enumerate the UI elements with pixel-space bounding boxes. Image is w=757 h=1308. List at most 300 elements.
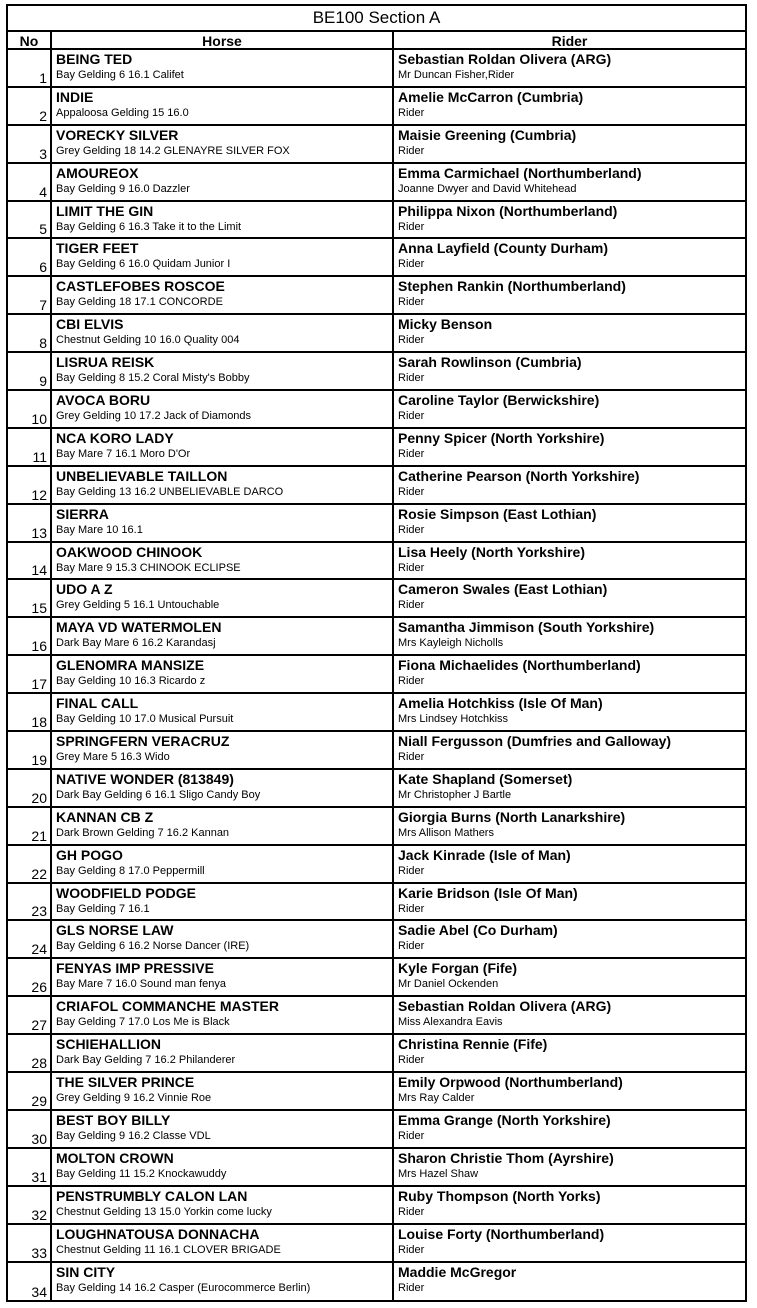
rider-name: Sadie Abel (Co Durham)	[398, 922, 558, 939]
entry-number: 1	[39, 69, 47, 86]
owner-name: Rider	[398, 561, 425, 574]
table-row	[8, 239, 745, 277]
horse-name: GLENOMRA MANSIZE	[56, 657, 205, 674]
rider-cell	[394, 618, 745, 654]
owner-name: Rider	[398, 106, 425, 119]
horse-details: Bay Gelding 8 17.0 Peppermill	[56, 864, 205, 877]
rider-cell	[394, 846, 745, 882]
horse-cell	[52, 846, 394, 882]
horse-cell	[52, 959, 394, 995]
rider-cell	[394, 1263, 745, 1301]
entry-number-cell	[8, 505, 52, 541]
horse-details: Dark Bay Mare 6 16.2 Karandasj	[56, 637, 216, 650]
header-rider: Rider	[551, 33, 588, 48]
owner-name: Mrs Lindsey Hotchkiss	[398, 713, 509, 726]
rider-name: Maisie Greening (Cumbria)	[398, 126, 577, 143]
table-row	[8, 1225, 745, 1263]
owner-name: Mr Daniel Ockenden	[398, 978, 499, 991]
horse-details: Bay Mare 7 16.1 Moro D'Or	[56, 447, 191, 460]
entry-number-cell	[8, 921, 52, 957]
owner-name: Mr Christopher J Bartle	[398, 788, 512, 801]
horse-cell	[52, 126, 394, 162]
horse-name: CRIAFOL COMMANCHE MASTER	[56, 998, 279, 1015]
rider-name: Louise Forty (Northumberland)	[398, 1225, 605, 1242]
owner-name: Rider	[398, 864, 425, 877]
entry-number-cell	[8, 656, 52, 692]
rider-cell	[394, 656, 745, 692]
rider-name: Christina Rennie (Fife)	[398, 1036, 548, 1053]
rider-name: Sharon Christie Thom (Ayrshire)	[398, 1149, 614, 1166]
rider-cell	[394, 884, 745, 920]
entry-number: 20	[31, 789, 47, 806]
rider-name: Kyle Forgan (Fife)	[398, 960, 518, 977]
table-row	[8, 1187, 745, 1225]
entry-number-cell	[8, 997, 52, 1033]
table-row	[8, 1111, 745, 1149]
rider-name: Kate Shapland (Somerset)	[398, 770, 573, 787]
rider-name: Emma Carmichael (Northumberland)	[398, 164, 642, 181]
horse-details: Bay Gelding 18 17.1 CONCORDE	[56, 296, 223, 309]
entry-number-cell	[8, 846, 52, 882]
horse-name: SIERRA	[56, 505, 109, 522]
entry-number: 28	[31, 1055, 47, 1072]
table-row	[8, 959, 745, 997]
owner-name: Rider	[398, 296, 425, 309]
rider-cell	[394, 1187, 745, 1223]
owner-name: Rider	[398, 1054, 425, 1067]
horse-cell	[52, 50, 394, 86]
rider-cell	[394, 808, 745, 844]
rider-name: Niall Fergusson (Dumfries and Galloway)	[398, 733, 672, 750]
entry-number-cell	[8, 353, 52, 389]
horse-details: Bay Gelding 13 16.2 UNBELIEVABLE DARCO	[56, 485, 284, 498]
entry-number: 27	[31, 1017, 47, 1034]
owner-name: Joanne Dwyer and David Whitehead	[398, 182, 577, 195]
entry-number-cell	[8, 277, 52, 313]
horse-name: CBI ELVIS	[56, 316, 124, 333]
table-row	[8, 1035, 745, 1073]
horse-details: Appaloosa Gelding 15 16.0	[56, 106, 189, 119]
horse-cell	[52, 770, 394, 806]
entry-number: 14	[31, 562, 47, 579]
entry-number-cell	[8, 543, 52, 579]
horse-details: Grey Mare 5 16.3 Wido	[56, 751, 170, 764]
entry-number: 15	[31, 600, 47, 617]
rider-cell	[394, 694, 745, 730]
owner-name: Rider	[398, 485, 425, 498]
rider-name: Jack Kinrade (Isle of Man)	[398, 846, 571, 863]
owner-name: Rider	[398, 1281, 425, 1294]
entry-number-cell	[8, 202, 52, 238]
horse-cell	[52, 1149, 394, 1185]
horse-details: Bay Gelding 11 15.2 Knockawuddy	[56, 1167, 227, 1180]
owner-name: Miss Alexandra Eavis	[398, 1016, 503, 1029]
table-row	[8, 315, 745, 353]
horse-details: Chestnut Gelding 11 16.1 CLOVER BRIGADE	[56, 1243, 281, 1256]
table-row	[8, 1073, 745, 1111]
horse-name: SPRINGFERN VERACRUZ	[56, 733, 230, 750]
entry-number: 6	[39, 259, 47, 276]
entry-number: 9	[39, 373, 47, 390]
horse-name: PENSTRUMBLY CALON LAN	[56, 1187, 248, 1204]
entry-number: 32	[31, 1206, 47, 1223]
entry-number-cell	[8, 467, 52, 503]
entry-number-cell	[8, 88, 52, 124]
table-row	[8, 997, 745, 1035]
table-row	[8, 467, 745, 505]
table-row	[8, 126, 745, 164]
rider-cell	[394, 1035, 745, 1071]
rider-name: Micky Benson	[398, 316, 493, 333]
horse-details: Grey Gelding 5 16.1 Untouchable	[56, 599, 220, 612]
horse-details: Dark Brown Gelding 7 16.2 Kannan	[56, 826, 230, 839]
horse-cell	[52, 543, 394, 579]
entry-number: 33	[31, 1244, 47, 1261]
horse-name: AVOCA BORU	[56, 392, 151, 409]
owner-name: Rider	[398, 220, 425, 233]
horse-name: UDO A Z	[56, 581, 113, 598]
header-no: No	[8, 32, 52, 48]
rider-cell	[394, 467, 745, 503]
rider-name: Philippa Nixon (Northumberland)	[398, 202, 618, 219]
horse-cell	[52, 1187, 394, 1223]
entry-number-cell	[8, 1263, 52, 1301]
entry-number-cell	[8, 429, 52, 465]
horse-details: Bay Gelding 7 16.1	[56, 902, 150, 915]
horse-name: LOUGHNATOUSA DONNACHA	[56, 1225, 260, 1242]
horse-cell	[52, 467, 394, 503]
entry-number-cell	[8, 126, 52, 162]
owner-name: Rider	[398, 940, 425, 953]
horse-cell	[52, 997, 394, 1033]
entry-number-cell	[8, 239, 52, 275]
table-row	[8, 202, 745, 240]
owner-name: Rider	[398, 902, 425, 915]
horse-details: Dark Bay Gelding 7 16.2 Philanderer	[56, 1054, 236, 1067]
rider-name: Sebastian Roldan Olivera (ARG)	[398, 998, 612, 1015]
entry-number-cell	[8, 1149, 52, 1185]
table-header	[8, 32, 745, 50]
rider-name: Penny Spicer (North Yorkshire)	[398, 429, 605, 446]
horse-name: VORECKY SILVER	[56, 126, 179, 143]
rider-name: Emma Grange (North Yorkshire)	[398, 1111, 611, 1128]
owner-name: Rider	[398, 372, 425, 385]
horse-name: LIMIT THE GIN	[56, 202, 154, 219]
rider-cell	[394, 1149, 745, 1185]
rider-cell	[394, 202, 745, 238]
section-title: BE100 Section A	[8, 6, 745, 32]
horse-details: Grey Gelding 10 17.2 Jack of Diamonds	[56, 410, 252, 423]
horse-name: INDIE	[56, 88, 94, 105]
owner-name: Rider	[398, 523, 425, 536]
rider-name: Karie Bridson (Isle Of Man)	[398, 884, 578, 901]
entry-number: 19	[31, 751, 47, 768]
horse-details: Bay Gelding 7 17.0 Los Me is Black	[56, 1016, 230, 1029]
rider-name: Emily Orpwood (Northumberland)	[398, 1074, 623, 1091]
entry-number-cell	[8, 694, 52, 730]
owner-name: Rider	[398, 1243, 425, 1256]
entry-number-cell	[8, 808, 52, 844]
table-row	[8, 656, 745, 694]
horse-cell	[52, 921, 394, 957]
horse-name: FENYAS IMP PRESSIVE	[56, 960, 214, 977]
entry-number-cell	[8, 618, 52, 654]
entry-number: 24	[31, 941, 47, 958]
horse-cell	[52, 277, 394, 313]
table-row	[8, 770, 745, 808]
horse-details: Bay Mare 7 16.0 Sound man fenya	[56, 978, 226, 991]
entry-number-cell	[8, 884, 52, 920]
horse-name: BEING TED	[56, 51, 133, 67]
horse-name: LISRUA REISK	[56, 354, 155, 371]
table-row	[8, 694, 745, 732]
entry-number-cell	[8, 1035, 52, 1071]
horse-details: Dark Bay Gelding 6 16.1 Sligo Candy Boy	[56, 788, 261, 801]
rider-cell	[394, 1225, 745, 1261]
entry-list-table	[6, 4, 747, 1302]
table-row	[8, 884, 745, 922]
table-row	[8, 353, 745, 391]
entry-number-cell	[8, 315, 52, 351]
owner-name: Rider	[398, 599, 425, 612]
rider-name: Catherine Pearson (North Yorkshire)	[398, 467, 640, 484]
entry-number: 5	[39, 221, 47, 238]
entry-number-cell	[8, 1225, 52, 1261]
rider-cell	[394, 770, 745, 806]
horse-cell	[52, 1225, 394, 1261]
owner-name: Rider	[398, 258, 425, 271]
table-row	[8, 164, 745, 202]
horse-cell	[52, 315, 394, 351]
horse-cell	[52, 391, 394, 427]
horse-details: Bay Gelding 9 16.2 Classe VDL	[56, 1129, 211, 1142]
rider-name: Maddie McGregor	[398, 1263, 517, 1280]
entry-number: 4	[39, 183, 47, 200]
entry-number-cell	[8, 770, 52, 806]
horse-name: GLS NORSE LAW	[56, 922, 174, 939]
entry-number: 11	[32, 448, 47, 465]
horse-details: Bay Gelding 14 16.2 Casper (Eurocommerce Berlin)	[56, 1281, 311, 1294]
table-row	[8, 921, 745, 959]
entry-number: 18	[31, 714, 47, 731]
entry-number: 31	[31, 1168, 47, 1185]
owner-name: Rider	[398, 1205, 425, 1218]
table-row	[8, 732, 745, 770]
rider-cell	[394, 277, 745, 313]
rider-name: Amelie McCarron (Cumbria)	[398, 88, 584, 105]
rider-cell	[394, 353, 745, 389]
horse-name: NATIVE WONDER (813849)	[56, 770, 234, 787]
table-row	[8, 1149, 745, 1187]
horse-name: CASTLEFOBES ROSCOE	[56, 278, 225, 295]
rider-cell	[394, 50, 745, 86]
rider-cell	[394, 1111, 745, 1147]
rider-name: Rosie Simpson (East Lothian)	[398, 505, 597, 522]
owner-name: Mrs Ray Calder	[398, 1092, 475, 1105]
rider-cell	[394, 1073, 745, 1109]
horse-details: Bay Gelding 10 16.3 Ricardo z	[56, 675, 206, 688]
owner-name: Rider	[398, 675, 425, 688]
entry-number-cell	[8, 1073, 52, 1109]
entry-number: 12	[31, 486, 47, 503]
horse-cell	[52, 1111, 394, 1147]
rider-name: Caroline Taylor (Berwickshire)	[398, 392, 600, 409]
entry-number: 17	[31, 676, 47, 693]
horse-cell	[52, 732, 394, 768]
table-row	[8, 50, 745, 88]
rider-name: Samantha Jimmison (South Yorkshire)	[398, 619, 655, 636]
entry-number-cell	[8, 959, 52, 995]
rider-cell	[394, 239, 745, 275]
horse-cell	[52, 239, 394, 275]
entry-number: 8	[39, 335, 47, 352]
rider-cell	[394, 164, 745, 200]
rider-name: Ruby Thompson (North Yorks)	[398, 1187, 601, 1204]
horse-cell	[52, 353, 394, 389]
rider-cell	[394, 126, 745, 162]
table-body	[8, 50, 745, 1300]
table-row	[8, 505, 745, 543]
horse-name: OAKWOOD CHINOOK	[56, 543, 203, 560]
rider-cell	[394, 580, 745, 616]
entry-number: 10	[31, 410, 47, 427]
horse-name: BEST BOY BILLY	[56, 1111, 171, 1128]
horse-cell	[52, 88, 394, 124]
entry-number-cell	[8, 391, 52, 427]
rider-cell	[394, 997, 745, 1033]
horse-name: AMOUREOX	[56, 164, 139, 181]
rider-cell	[394, 543, 745, 579]
horse-cell	[52, 505, 394, 541]
horse-cell	[52, 694, 394, 730]
table-row	[8, 429, 745, 467]
rider-cell	[394, 505, 745, 541]
horse-details: Bay Gelding 6 16.3 Take it to the Limit	[56, 220, 242, 233]
horse-cell	[52, 808, 394, 844]
horse-cell	[52, 202, 394, 238]
rider-name: Sarah Rowlinson (Cumbria)	[398, 354, 582, 371]
table-row	[8, 277, 745, 315]
horse-name: FINAL CALL	[56, 695, 139, 712]
horse-name: TIGER FEET	[56, 240, 139, 257]
rider-cell	[394, 921, 745, 957]
owner-name: Rider	[398, 447, 425, 460]
entry-number-cell	[8, 1111, 52, 1147]
table-row	[8, 391, 745, 429]
horse-details: Bay Mare 10 16.1	[56, 523, 143, 536]
horse-cell	[52, 1073, 394, 1109]
entry-number: 13	[31, 524, 47, 541]
rider-cell	[394, 429, 745, 465]
horse-details: Chestnut Gelding 13 15.0 Yorkin come lucky	[56, 1205, 272, 1218]
horse-cell	[52, 884, 394, 920]
entry-number-cell	[8, 580, 52, 616]
entry-number-cell	[8, 1187, 52, 1223]
entry-number: 30	[31, 1130, 47, 1147]
horse-cell	[52, 1035, 394, 1071]
entry-number: 22	[31, 865, 47, 882]
entry-number: 26	[31, 979, 47, 996]
entry-number: 16	[31, 638, 47, 655]
horse-cell	[52, 429, 394, 465]
owner-name: Mrs Allison Mathers	[398, 826, 494, 839]
rider-name: Stephen Rankin (Northumberland)	[398, 278, 626, 295]
table-row	[8, 88, 745, 126]
entry-number: 34	[31, 1284, 47, 1301]
horse-details: Bay Gelding 9 16.0 Dazzler	[56, 182, 190, 195]
entry-number: 3	[39, 145, 47, 162]
horse-details: Bay Gelding 6 16.1 Califet	[56, 69, 184, 81]
entry-number: 29	[31, 1092, 47, 1109]
owner-name: Rider	[398, 1129, 425, 1142]
table-row	[8, 618, 745, 656]
header-horse: Horse	[52, 32, 394, 48]
rider-name: Fiona Michaelides (Northumberland)	[398, 657, 641, 674]
horse-name: WOODFIELD PODGE	[56, 884, 196, 901]
entry-number: 21	[31, 827, 47, 844]
owner-name: Rider	[398, 334, 425, 347]
horse-name: MAYA VD WATERMOLEN	[56, 619, 222, 636]
horse-name: SCHIEHALLION	[56, 1036, 161, 1053]
horse-details: Bay Gelding 8 15.2 Coral Misty's Bobby	[56, 372, 250, 385]
horse-details: Chestnut Gelding 10 16.0 Quality 004	[56, 334, 240, 347]
owner-name: Rider	[398, 410, 425, 423]
entry-number-cell	[8, 732, 52, 768]
horse-cell	[52, 1263, 394, 1301]
horse-details: Bay Gelding 6 16.0 Quidam Junior I	[56, 258, 231, 271]
owner-name: Mrs Hazel Shaw	[398, 1167, 479, 1180]
rider-name: Anna Layfield (County Durham)	[398, 240, 609, 257]
horse-details: Bay Gelding 10 17.0 Musical Pursuit	[56, 713, 234, 726]
horse-name: KANNAN CB Z	[56, 808, 154, 825]
horse-name: SIN CITY	[56, 1263, 116, 1280]
rider-cell	[394, 732, 745, 768]
table-row	[8, 808, 745, 846]
horse-name: UNBELIEVABLE TAILLON	[56, 467, 228, 484]
table-row	[8, 1263, 745, 1301]
owner-name: Mr Duncan Fisher,Rider	[398, 69, 515, 81]
rider-name: Giorgia Burns (North Lanarkshire)	[398, 808, 626, 825]
horse-name: GH POGO	[56, 846, 123, 863]
horse-details: Grey Gelding 9 16.2 Vinnie Roe	[56, 1092, 212, 1105]
horse-name: MOLTON CROWN	[56, 1149, 174, 1166]
horse-cell	[52, 618, 394, 654]
rider-cell	[394, 315, 745, 351]
owner-name: Rider	[398, 751, 425, 764]
rider-cell	[394, 959, 745, 995]
entry-number-cell	[8, 50, 52, 86]
horse-cell	[52, 580, 394, 616]
table-row	[8, 580, 745, 618]
rider-name: Sebastian Roldan Olivera (ARG)	[398, 51, 612, 67]
rider-name: Amelia Hotchkiss (Isle Of Man)	[398, 695, 603, 712]
entry-number-cell	[8, 164, 52, 200]
horse-name: THE SILVER PRINCE	[56, 1074, 195, 1091]
entry-number: 23	[31, 903, 47, 920]
table-row	[8, 543, 745, 581]
owner-name: Mrs Kayleigh Nicholls	[398, 637, 504, 650]
rider-cell	[394, 88, 745, 124]
rider-name: Lisa Heely (North Yorkshire)	[398, 543, 585, 560]
rider-name: Cameron Swales (East Lothian)	[398, 581, 608, 598]
horse-details: Bay Mare 9 15.3 CHINOOK ECLIPSE	[56, 561, 241, 574]
horse-details: Grey Gelding 18 14.2 GLENAYRE SILVER FOX	[56, 144, 290, 157]
entry-number: 2	[39, 107, 47, 124]
horse-cell	[52, 164, 394, 200]
entry-number: 7	[39, 297, 47, 314]
horse-name: NCA KORO LADY	[56, 429, 174, 446]
table-row	[8, 846, 745, 884]
